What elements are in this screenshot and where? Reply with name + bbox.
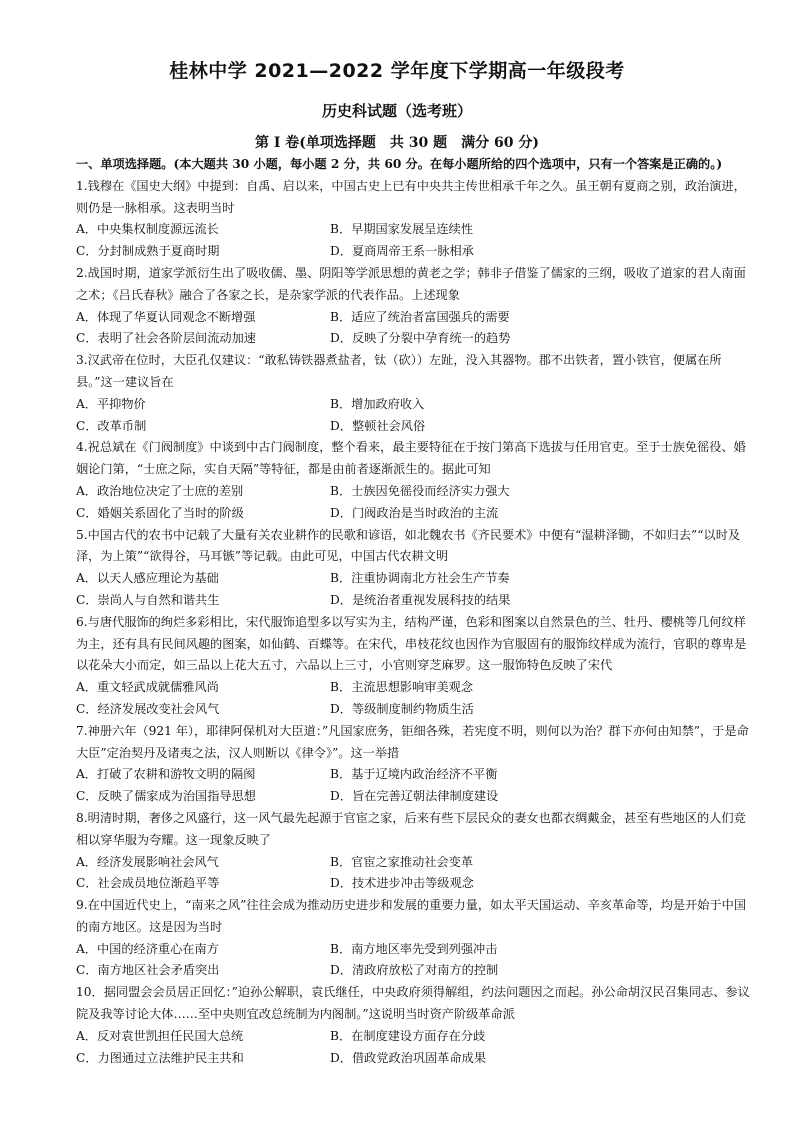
question-8 xyxy=(76,808,752,895)
option-grid xyxy=(76,568,752,612)
option-b: B．基于辽境内政治经济不平衡 xyxy=(330,767,498,782)
question-6 xyxy=(76,612,752,721)
question-body xyxy=(76,154,752,1069)
option-d: D．等级制度制约物质生活 xyxy=(330,701,474,716)
question-stem: 8.明清时期，奢侈之风盛行，这一风气最先起源于官宦之家，后来有些下层民众的妻女也都衣绸戴金，甚至有些地区的人们竞相以穿华服为夸耀。这一现象反映了 xyxy=(76,810,746,847)
option-a: A．政治地位决定了士庶的差别 xyxy=(76,483,244,498)
option-b: B．南方地区率先受到列强冲击 xyxy=(330,941,498,956)
option-a: A．反对袁世凯担任民国大总统 xyxy=(76,1028,244,1043)
option-c: C．分封制成熟于夏商时期 xyxy=(76,244,220,259)
option-c: C．力图通过立法维护民主共和 xyxy=(76,1050,244,1065)
option-c: C．表明了社会各阶层间流动加速 xyxy=(76,331,256,346)
option-a: A．平抑物价 xyxy=(76,396,146,411)
section-heading: 第 I 卷(单项选择题 共 30 题 满分 60 分) xyxy=(254,135,539,151)
option-d: D．反映了分裂中孕育统一的趋势 xyxy=(330,331,511,346)
option-a: A．重文轻武成就儒雅风尚 xyxy=(76,680,219,695)
question-5 xyxy=(76,525,752,612)
exam-subtitle: 历史科试题（选考班） xyxy=(321,102,472,120)
question-stem: 6.与唐代服饰的绚烂多彩相比，宋代服饰追型多以写实为主，结构严谨，色彩和图案以自然景色的兰、牡丹、樱桃等几何纹样为主，还有具有民间风趣的图案，如仙鹤、百蝶等。在宋代，串枝花纹也因作为官服固有的服饰纹样成为流行，官职的尊卑是以花朵大小而定，如三品以上花大五寸，六品以上三寸，小官则穿芝麻罗。这一服饰特色反映了宋代 xyxy=(76,614,747,673)
option-b: B．主流思想影响审美观念 xyxy=(330,680,474,695)
question-3 xyxy=(76,350,752,437)
option-c: C．改革币制 xyxy=(76,418,147,433)
option-d: D．是统治者重视发展科技的结果 xyxy=(330,592,511,607)
question-stem: 4.祝总斌在《门阀制度》中谈到中古门阀制度，整个看来，最主要特征在于按门第高下选拔与任用官吏。至于士族免徭役、婚姻论门第，“士庶之际，实自天隔”等特征，都是由前者逐渐派生的。据此可知 xyxy=(76,440,746,477)
option-grid xyxy=(76,939,752,983)
option-b: B．增加政府收入 xyxy=(330,396,425,411)
option-d: D．夏商周帝王系一脉相承 xyxy=(330,244,474,259)
question-7 xyxy=(76,721,752,808)
option-d: D．借政党政治巩固革命成果 xyxy=(330,1050,487,1065)
question-2 xyxy=(76,263,752,350)
option-b: B．官宦之家推动社会变革 xyxy=(330,854,474,869)
question-10 xyxy=(76,982,752,1069)
option-d: D．清政府放松了对南方的控制 xyxy=(330,963,499,978)
option-d: D．整顿社会风俗 xyxy=(330,418,426,433)
option-grid xyxy=(76,677,752,721)
option-c: C．婚姻关系固化了当时的阶级 xyxy=(76,505,244,520)
option-grid xyxy=(76,394,752,438)
option-grid xyxy=(76,1026,752,1070)
option-c: C．崇尚人与自然和谐共生 xyxy=(76,592,220,607)
question-stem: 3.汉武帝在位时，大臣孔仅建议：“敢私铸铁器煮盐者，钛（砍））左趾，没入其器物。郡不出铁者，置小铁官，便属在所县。”这一建议旨在 xyxy=(76,353,722,389)
option-grid xyxy=(76,764,752,808)
option-a: A．中央集权制度源远流长 xyxy=(76,222,219,237)
question-stem: 9.在中国近代史上，“南来之风”往往会成为推动历史进步和发展的重要力量，如太平天国运动、辛亥革命等，均是开始于中国的南方地区。这是因为当时 xyxy=(76,898,747,934)
instructions: 一、单项选择题。(本大题共 30 小题，每小题 2 分，共 60 分。在每小题所给的四个选项中，只有一个答案是正确的。) xyxy=(76,157,723,171)
option-b: B．士族因免徭役而经济实力强大 xyxy=(330,483,510,498)
question-1 xyxy=(76,176,752,263)
option-c: C．经济发展改变社会风气 xyxy=(76,701,220,716)
question-stem: 10．据同盟会会员居正回忆：”迫孙公解职，袁氏继任，中央政府须得解组，约法问题因之而起。孙公命胡汉民召集同志、参议院及我等讨论大体……至中央则宜改总统制为内阁制。”这说明当时资产阶级革命派 xyxy=(76,985,750,1022)
question-stem: 1.钱穆在《国史大纲》中提到：自禹、启以来，中国古史上已有中央共主传世相承千年之久。虽王朝有夏商之别，政治演进，则仍是一脉相承。这表明当时 xyxy=(76,178,746,215)
option-b: B．在制度建设方面存在分歧 xyxy=(330,1028,486,1043)
option-b: B．注重协调南北方社会生产节奏 xyxy=(330,571,510,586)
option-grid xyxy=(76,481,752,525)
option-grid xyxy=(76,219,752,263)
exam-title: 桂林中学 2021—2022 学年度下学期高一年级段考 xyxy=(169,60,625,82)
option-a: A．中国的经济重心在南方 xyxy=(76,941,219,956)
option-a: A．经济发展影响社会风气 xyxy=(76,854,219,869)
option-d: D．旨在完善辽朝法律制度建设 xyxy=(330,789,499,804)
option-b: B．适应了统治者富国强兵的需要 xyxy=(330,309,510,324)
question-stem: 5.中国古代的农书中记载了大量有关农业耕作的民歌和谚语，如北魏农书《齐民要术》中便有“湿耕泽锄，不如归去”“以时及泽，为上策”“欲得谷，马耳镞”等记载。由此可见，中国古代农耕文明 xyxy=(76,527,741,564)
option-grid xyxy=(76,307,752,351)
option-c: C．反映了儒家成为治国指导思想 xyxy=(76,789,256,804)
question-stem: 2.战国时期，道家学派衍生出了吸收儒、墨、阴阳等学派思想的黄老之学；韩非子借鉴了儒家的三纲，吸收了道家的君人南面之术；《吕氏春秋》融合了各家之长，是杂家学派的代表作品。上述现象 xyxy=(76,265,746,302)
option-a: A．以天人感应理论为基础 xyxy=(76,571,219,586)
option-c: C．南方地区社会矛盾突出 xyxy=(76,963,220,978)
option-b: B．早期国家发展呈连续性 xyxy=(330,222,474,237)
option-d: D．技术进步冲击等级观念 xyxy=(330,876,474,891)
question-4 xyxy=(76,437,752,524)
question-9 xyxy=(76,895,752,982)
question-stem: 7.神册六年（921 年），耶律阿保机对大臣道：”凡国家庶务，钜细各殊，若宪度不明，则何以为治？群下亦何由知禁”，于是命大臣”定治契丹及诸夷之法，汉人则断以《律令》”。这一举措 xyxy=(76,723,749,760)
option-a: A．打破了农耕和游牧文明的隔阂 xyxy=(76,767,256,782)
option-a: A．体现了华夏认同观念不断增强 xyxy=(76,309,256,324)
option-grid xyxy=(76,852,752,896)
option-d: D．门阀政治是当时政治的主流 xyxy=(330,505,499,520)
option-c: C．社会成员地位渐趋平等 xyxy=(76,876,220,891)
